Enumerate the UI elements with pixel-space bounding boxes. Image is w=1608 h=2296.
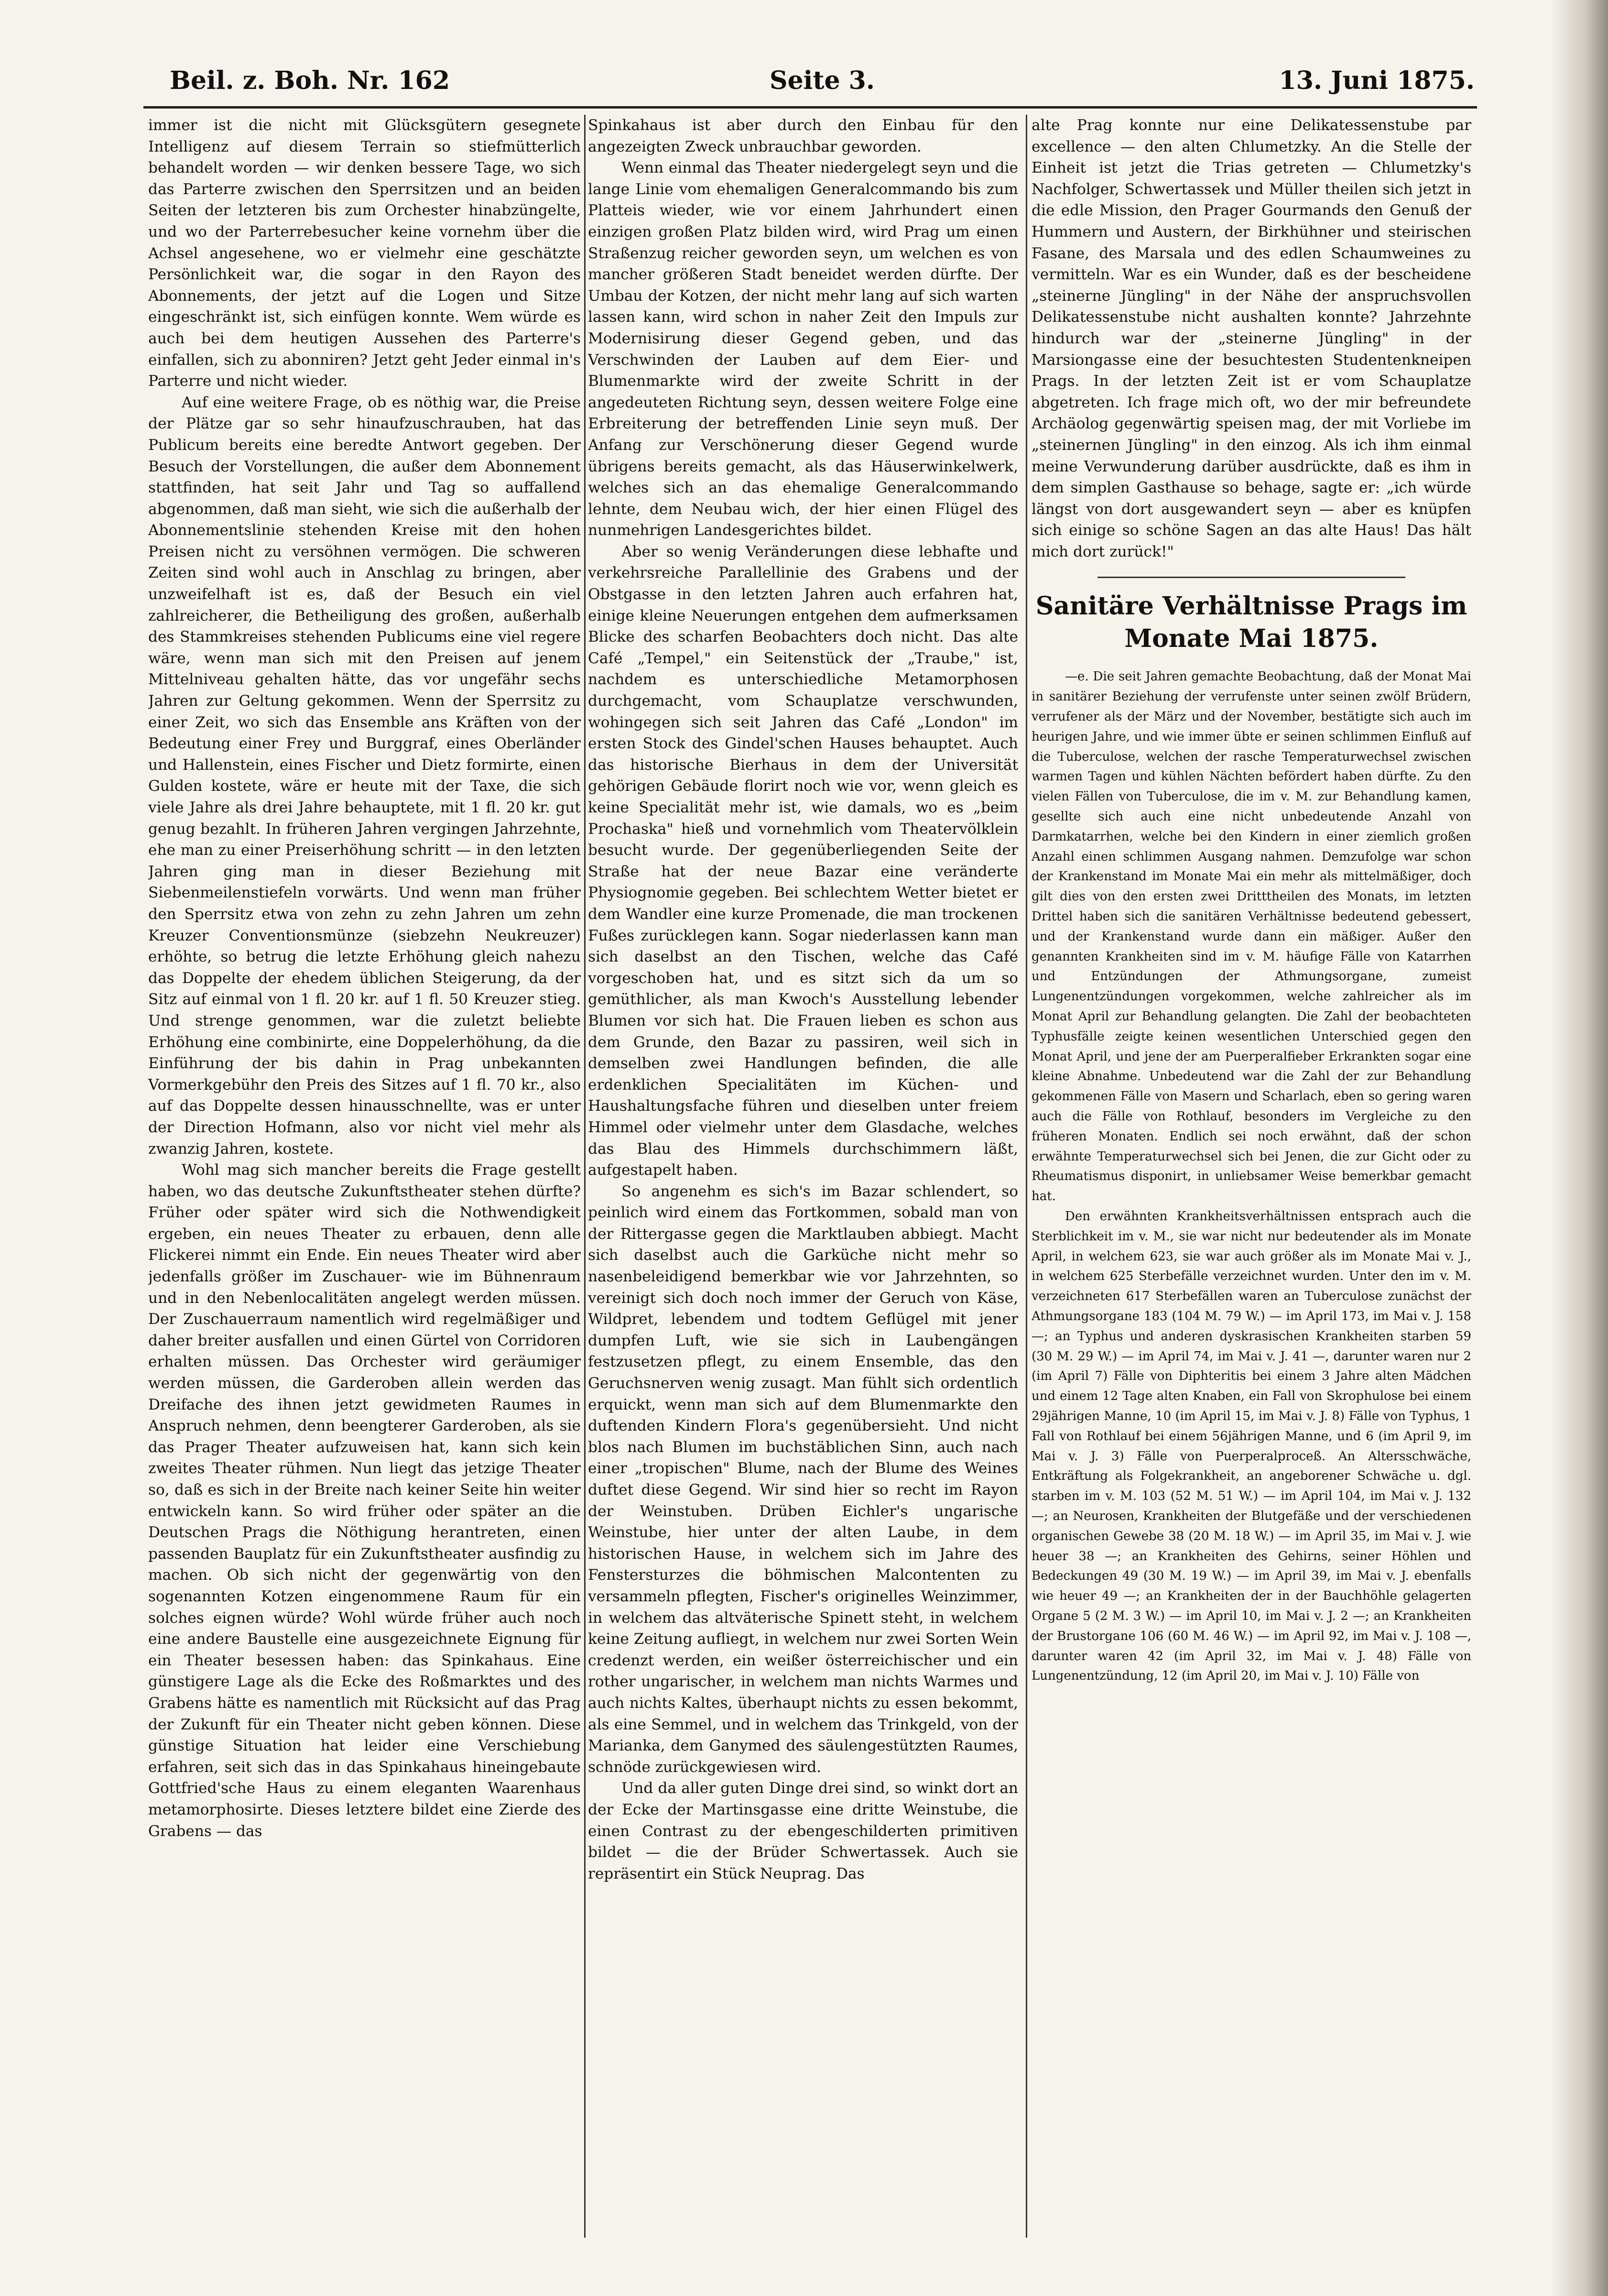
paragraph: Wohl mag sich mancher bereits die Frage gestellt haben, wo das deutsche Zukunftstheater stehen dürfte? Früher oder später wird sich die Nothwendigkeit ergeben, ein neues Theater zu erbauen, denn alle Flickerei nimmt ein Ende. Ein neues Theater wird aber jedenfalls größer im Zuschauer- wie im Bühnenraum und in den Nebenlocalitäten angelegt werden müssen. Der Zuschauerraum namentlich wird regelmäßiger und daher breiter ausfallen und einen Gürtel von Corridoren erhalten müssen. Das Orchester wird geräumiger werden müssen, die Garderoben allein werden das Dreifache des ihnen jetzt gewidmeten Raumes in Anspruch nehmen, denn beengterer Garderoben, als sie das Prager Theater aufzuweisen hat, kann sich kein zweites Theater rühmen. Nun liegt das jetzige Theater so, daß es sich in der Breite nach keiner Seite hin weiter entwickeln kann. So wird früher oder später an die Deutschen Prags die Nöthigung herantreten, einen passenden Bauplatz für ein Zukunftstheater ausfindig zu machen. Ob sich nicht der gegenwärtig von den sogenannten Kotzen eingenommene Raum für ein solches eignen würde? Wohl würde früher auch noch eine andere Baustelle eine ausgezeichnete Eignung für ein Theater besessen haben: das Spinkahaus. Eine günstigere Lage als die Ecke des Roßmarktes und des Grabens hätte es namentlich mit Rücksicht auf das Prag der Zukunft für ein Theater nicht geben können. Diese günstige Situation hat leider eine Verschiebung erfahren, seit sich das in das Spinkahaus hineingebaute Gottfried'sche Haus zu einem eleganten Waarenhaus metamorphosirte. Dieses letztere bildet eine Zierde des Grabens — das bbox=[148, 1161, 581, 1840]
article-title: Sanitäre Verhältnisse Prags im Monate Mai 1875. bbox=[1035, 591, 1467, 654]
paragraph: Spinkahaus ist aber durch den Einbau für den angezeigten Zweck unbrauchbar geworden. bbox=[588, 117, 1018, 155]
column-divider bbox=[584, 115, 586, 2238]
issue-label: Beil. z. Boh. Nr. 162 bbox=[170, 66, 450, 95]
issue-date: 13. Juni 1875. bbox=[1279, 66, 1475, 95]
paragraph: Und da aller guten Dinge drei sind, so winkt dort an der Ecke der Martinsgasse eine dritte Weinstube, die einen Contrast zu der ebengeschilderten primitiven bildet — die der Brüder Schwertassek. Auch sie repräsentirt ein Stück Neuprag. Das bbox=[588, 1780, 1018, 1882]
column-divider bbox=[1026, 115, 1027, 2238]
paragraph: Auf eine weitere Frage, ob es nöthig war, die Preise der Plätze gar so sehr hinaufzuschrauben, hat das Publicum bereits eine beredte Antwort gegeben. Der Besuch der Vorstellungen, die außer dem Abonnement stattfinden, hat seit Jahr und Tag so auffallend abgenommen, daß man sieht, wie sich die außerhalb der Abonnementslinie stehenden Kreise mit den hohen Preisen nicht zu versöhnen vermögen. Die schweren Zeiten sind wohl auch in Anschlag zu bringen, aber unzweifelhaft ist es, daß der Besuch ein viel zahlreicherer, die Betheiligung des großen, außerhalb des Stammkreises stehenden Publicums eine viel regere wäre, wenn man sich mit den Preisen auf jenem Mittelniveau gehalten hätte, das vor ungefähr sechs Jahren zur Geltung gekommen. Wenn der Sperrsitz zu einer Zeit, wo sich das Ensemble ans Kräften von der Bedeutung einer Frey und Burggraf, eines Oberländer und Hallenstein, eines Fischer und Dietz formirte, einen Gulden kostete, wäre er heute mit der Taxe, die sich viele Jahre als drei Jahre behauptete, mit 1 fl. 20 kr. gut genug bezahlt. In früheren Jahren vergingen Jahrzehnte, ehe man zu einer Preiserhöhung schritt — in den letzten Jahren ging man in dieser Beziehung mit Siebenmeilenstiefeln vorwärts. Und wenn man früher den Sperrsitz etwa von zehn zu zehn Jahren um zehn Kreuzer Conventionsmünze (siebzehn Neukreuzer) erhöhte, so betrug die letzte Erhöhung gleich nahezu das Doppelte der ehedem üblichen Steigerung, da der Sitz auf einmal von 1 fl. 20 kr. auf 1 fl. 50 Kreuzer stieg. Und strenge genommen, war die zuletzt beliebte Erhöhung eine combinirte, eine Doppelerhöhung, da die Einführung der bis dahin in Prag unbekannten Vormerkgebühr den Preis des Sitzes auf 1 fl. 70 kr., also auf das Doppelte dessen hinausschnellte, was er unter der Direction Hofmann, also vor nicht viel mehr als zwanzig Jahren, kostete. bbox=[148, 394, 581, 1158]
page-header bbox=[170, 57, 1475, 103]
paragraph: Aber so wenig Veränderungen diese lebhafte und verkehrsreiche Parallellinie des Grabens und der Obstgasse in den letzten Jahren auch erfahren hat, einige kleine Neuerungen entgehen dem aufmerksamen Blicke des scharfen Beobachters doch nicht. Das alte Café „Tempel," ein Seitenstück der „Traube," ist, nachdem es unterschiedliche Metamorphosen durchgemacht, vom Schauplatze verschwunden, wohingegen sich seit Jahren das Café „London" im ersten Stock des Gindel'schen Hauses behauptet. Auch das historische Bierhaus in dem der Universität gehörigen Gebäude florirt noch wie vor, wenn gleich es keine Specialität mehr ist, wie damals, wo es „beim Prochaska" hieß und vornehmlich vom Theatervölklein besucht wurde. Der gegenüberliegenden Seite der Straße hat der neue Bazar eine veränderte Physiognomie gegeben. Bei schlechtem Wetter bietet er dem Wandler eine kurze Promenade, die man trockenen Fußes zurücklegen kann. Sogar niederlassen kann man sich daselbst an den Tischen, welche das Café vorgeschoben hat, und es sitzt sich da um so gemüthlicher, als man Kwoch's Ausstellung lebender Blumen vor sich hat. Die Frauen lieben es schon aus dem Grunde, den Bazar zu passiren, weil sich in demselben zwei Handlungen befinden, die alle erdenklichen Specialitäten im Küchen- und Haushaltungsfache führen und dieselben unter freiem Himmel oder vielmehr unter dem Glasdache, welches das Blau des Himmels durchschimmern läßt, aufgestapelt haben. bbox=[588, 543, 1018, 1179]
paragraph: alte Prag konnte nur eine Delikatessenstube par excellence — den alten Chlumetzky. An die Stelle der Einheit ist jetzt die Trias getreten — Chlumetzky's Nachfolger, Schwertassek und Müller theilen sich jetzt in die edle Mission, den Prager Gourmands den Genuß der Hummern und Austern, der Birkhühner und steirischen Fasane, des Marsala und des edlen Schaumweines zu vermitteln. War es ein Wunder, daß es der bescheidene „steinerne Jüngling" in der Nähe der anspruchsvollen Delikatessenstube nicht aushalten konnte? Jahrzehnte hindurch war der „steinerne Jüngling" in der Marsiongasse eine der besuchtesten Studentenkneipen Prags. In der letzten Zeit ist er vom Schauplatze abgetreten. Ich frage mich oft, wo der mir befreundete Archäolog gegenwärtig speisen mag, der mit Vorliebe im „steinernen Jüngling" in den einzog. Als ich ihm einmal meine Verwunderung darüber ausdrückte, daß es ihm in dem simplen Gasthause so behage, sagte er: „ich würde längst von dort ausgewandert seyn — aber es knüpfen sich einige so schöne Sagen an das alte Haus! Das hält mich dort zurück!" bbox=[1032, 117, 1471, 560]
page-number: Seite 3. bbox=[770, 66, 875, 95]
paragraph: Wenn einmal das Theater niedergelegt seyn und die lange Linie vom ehemaligen Generalcommando bis zum Platteis wieder, wie vor einem Jahrhundert einen einzigen großen Platz bilden wird, wird Prag um einen Straßenzug reicher geworden seyn, um welchen es von mancher größeren Stadt beneidet werden dürfte. Der Umbau der Kotzen, der nicht mehr lang auf sich warten lassen kann, wird schon in naher Zeit den Impuls zur Modernisirung dieser Gegend geben, und das Verschwinden der Lauben auf dem Eier- und Blumenmarkte wird der zweite Schritt in der angedeuteten Richtung seyn, dessen weitere Folge eine Erbreiterung der betreffenden Linie seyn muß. Der Anfang zur Verschönerung dieser Gegend wurde übrigens bereits gemacht, als das Häuserwinkelwerk, welches sich an das ehemalige Generalcommando lehnte, dem Neubau wich, der hier einen Flügel des nunmehrigen Landesgerichtes bildet. bbox=[588, 159, 1018, 539]
column-2 bbox=[588, 115, 1018, 2238]
header-rule bbox=[143, 106, 1477, 109]
column-3 bbox=[1032, 115, 1471, 2238]
paragraph: —e. Die seit Jahren gemachte Beobachtung, daß der Monat Mai in sanitärer Beziehung der verrufenste unter seinen zwölf Brüdern, verrufener als der März und der November, bestätigte sich auch im heurigen Jahre, und wie immer übte er seinen schlimmen Einfluß auf die Tuberculose, welchen der rasche Temperaturwechsel zwischen warmen Tagen und kühlen Nächten befördert haben dürfte. Zu den vielen Fällen von Tuberculose, die im v. M. zur Behandlung kamen, gesellte sich auch eine nicht unbedeutende Anzahl von Darmkatarrhen, welche bei den Kindern in einer ziemlich großen Anzahl einen schlimmen Ausgang nahmen. Demzufolge war schon der Krankenstand im Monate Mai ein mehr als mittelmäßiger, doch gilt dies von den ersten zwei Dritttheilen des Monats, im letzten Drittel haben sich die sanitären Verhältnisse bedeutend gebessert, und der Krankenstand wurde dann ein mäßiger. Außer den genannten Krankheiten sind im v. M. häufige Fälle von Katarrhen und Entzündungen der Athmungsorgane, zumeist Lungenentzündungen vorgekommen, welche zahlreicher als im Monat April zur Behandlung gelangten. Die Zahl der beobachteten Typhusfälle zeigte keinen wesentlichen Unterschied gegen den Monat April, und jene der am Puerperalfieber Erkrankten sogar eine kleine Abnahme. Unbedeutend war die Zahl der zur Behandlung gekommenen Fälle von Masern und Scharlach, eben so gering waren auch die Fälle von Rothlauf, besonders im Vergleiche zu den früheren Monaten. Endlich sei noch erwähnt, daß der schon erwähnte Temperaturwechsel sich bei Jenen, die zur Gicht oder zu Rheumatismus disponirt, in unliebsamer Weise bemerkbar gemacht hat. bbox=[1032, 669, 1471, 1204]
column-1 bbox=[148, 115, 581, 2238]
article-separator bbox=[1097, 577, 1405, 578]
article-body bbox=[1032, 667, 1471, 1686]
paragraph: immer ist die nicht mit Glücksgütern gesegnete Intelligenz auf diesem Terrain so stiefmütterlich behandelt worden — wir denken bessere Tage, wo sich das Parterre zwischen den Sperrsitzen und an beiden Seiten der letzteren bis zum Orchester hinabzüngelte, und wo der Parterrebesucher keine vornehm über die Achsel angesehene, wo er vielmehr eine geschätzte Persönlichkeit war, die sogar in den Rayon des Abonnements, der jetzt auf die Logen und Sitze eingeschränkt ist, sich einfügen konnte. Wem würde es auch bei dem heutigen Aussehen des Parterre's einfallen, sich zu abonniren? Jetzt geht Jeder einmal in's Parterre und nicht wieder. bbox=[148, 117, 581, 390]
paragraph: So angenehm es sich's im Bazar schlendert, so peinlich wird einem das Fortkommen, sobald man von der Rittergasse gegen die Marktlauben abbiegt. Macht sich daselbst auch die Garküche nicht mehr so nasenbeleidigend bemerkbar wie vor Jahrzehnten, so vereinigt sich doch noch immer der Geruch von Käse, Wildpret, lebendem und todtem Geflügel mit jener dumpfen Luft, wie sie sich in Laubengängen festzusetzen pflegt, zu einem Ensemble, das den Geruchsnerven wenig zusagt. Man fühlt sich ordentlich erquickt, wenn man sich auf dem Blumenmarkte den duftenden Kindern Flora's gegenübersieht. Und nicht blos nach Blumen im buchstäblichen Sinn, auch nach einer „tropischen" Blume, nach der Blume des Weines duftet diese Gegend. Wir sind hier so recht im Rayon der Weinstuben. Drüben Eichler's ungarische Weinstube, hier unter der alten Laube, in dem historischen Hause, in welchem sich im Jahre des Fenstersturzes die böhmischen Malcontenten zu versammeln pflegten, Fischer's originelles Weinzimmer, in welchem das altväterische Spinett steht, in welchem keine Zeitung aufliegt, in welchem nur zwei Sorten Wein credenzt werden, ein weißer österreichischer und ein rother ungarischer, in welchem man nichts Warmes und auch nichts Kaltes, überhaupt nichts zu essen bekommt, als eine Semmel, und in welchem das Trinkgeld, von der Marianka, dem Ganymed des säulengestützten Raumes, schnöde zurückgewiesen wird. bbox=[588, 1182, 1018, 1776]
paragraph: Den erwähnten Krankheitsverhältnissen entsprach auch die Sterblichkeit im v. M., sie war nicht nur bedeutender als im Monate April, in welchem 623, sie war auch größer als im Monate Mai v. J., in welchem 625 Sterbefälle verzeichnet wurden. Unter den im v. M. verzeichneten 617 Sterbefällen waren an Tuberculose zunächst der Athmungsorgane 183 (104 M. 79 W.) — im April 173, im Mai v. J. 158 —; an Typhus und anderen dyskrasischen Krankheiten starben 59 (30 M. 29 W.) — im April 74, im Mai v. J. 41 —, darunter waren nur 2 (im April 7) Fälle von Diphteritis bei einem 3 Jahre alten Mädchen und einem 12 Tage alten Knaben, ein Fall von Skrophulose bei einem 29jährigen Manne, 10 (im April 15, im Mai v. J. 8) Fälle von Typhus, 1 Fall von Rothlauf bei einem 56jährigen Manne, und 6 (im April 9, im Mai v. J. 3) Fälle von Puerperalproceß. An Altersschwäche, Entkräftung als Folgekrankheit, an angeborener Schwäche u. dgl. starben im v. M. 103 (52 M. 51 W.) — im April 104, im Mai v. J. 132 —; an Neurosen, Krankheiten der Blutgefäße und der verschiedenen organischen Gewebe 38 (20 M. 18 W.) — im April 35, im Mai v. J. wie heuer 38 —; an Krankheiten des Gehirns, seiner Höhlen und Bedeckungen 49 (30 M. 19 W.) — im April 39, im Mai v. J. ebenfalls wie heuer 49 —; an Krankheiten der in der Bauchhöhle gelagerten Organe 5 (2 M. 3 W.) — im April 10, im Mai v. J. 2 —; an Krankheiten der Brustorgane 106 (60 M. 46 W.) — im April 92, im Mai v. J. 108 —, darunter waren 42 (im April 32, im Mai v. J. 48) Fälle von Lungenentzündung, 12 (im April 20, im Mai v. J. 10) Fälle von bbox=[1032, 1209, 1471, 1684]
